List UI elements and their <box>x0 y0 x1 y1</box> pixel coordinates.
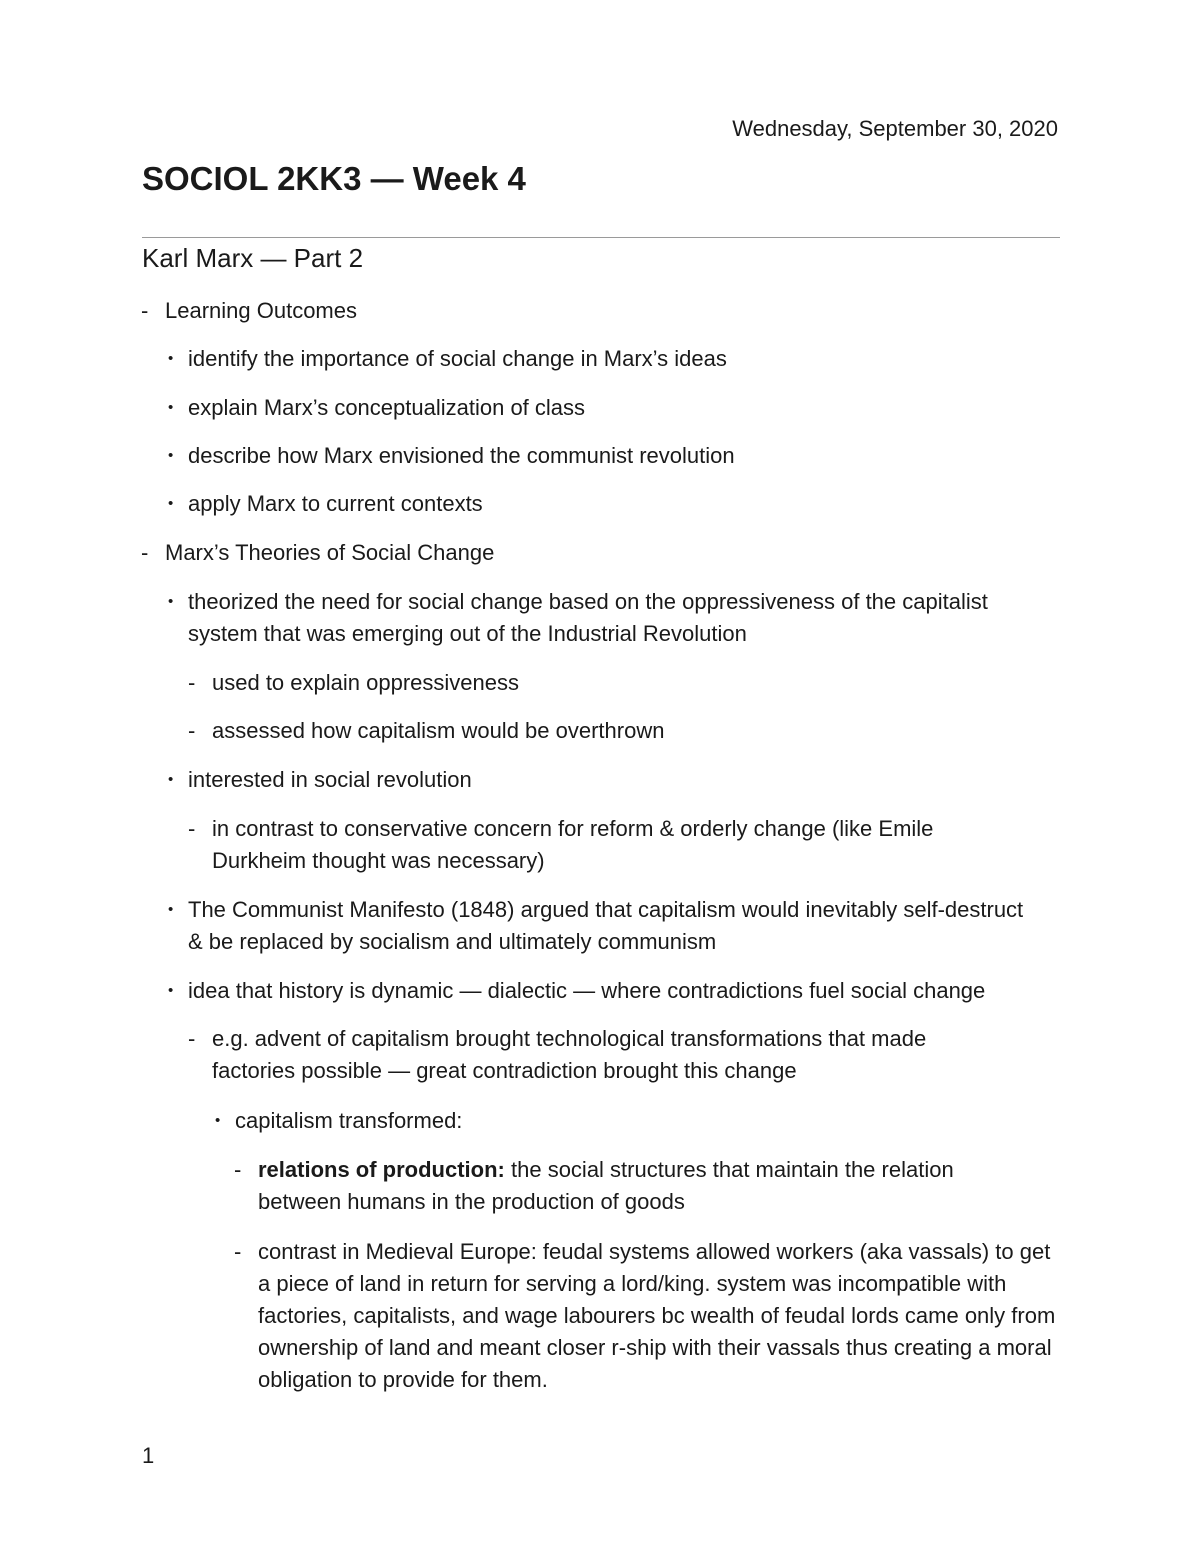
dot-bullet: • <box>168 495 174 512</box>
definition-text: the social structures that maintain the relation between humans in the production of goods <box>258 1157 954 1214</box>
list-item <box>188 715 1060 747</box>
list-item-text <box>258 1154 1028 1218</box>
dot-bullet: • <box>168 901 174 918</box>
dash-bullet: - <box>234 1157 242 1182</box>
outline-item-label: Learning Outcomes <box>165 298 357 323</box>
definition-term: relations of production: <box>258 1157 505 1182</box>
dash-bullet: - <box>234 1239 242 1264</box>
list-item <box>215 1105 1060 1137</box>
list-item <box>168 488 1060 520</box>
list-item-text: in contrast to conservative concern for reform & orderly change (like Emile Durkheim thought was necessary) <box>212 816 934 873</box>
list-item <box>234 1154 1028 1218</box>
dash-bullet: - <box>141 298 149 323</box>
document-title: SOCIOL 2KK3 — Week 4 <box>142 160 526 197</box>
list-item <box>188 813 1012 877</box>
outline-item-learning-outcomes <box>141 295 1060 327</box>
list-item-text: e.g. advent of capitalism brought technological transformations that made factories possible — great contradiction brought this change <box>212 1026 927 1083</box>
list-item-text: contrast in Medieval Europe: feudal systems allowed workers (aka vassals) to get a piece of land in return for serving a lord/king. system was incompatible with factories, capitalists, and wage labourers bc wealth of feudal lords came only from ownership of land and meant closer r-ship with their vassals thus creating a moral obligation to provide for them. <box>258 1239 1056 1392</box>
dot-bullet: • <box>168 447 174 464</box>
dot-bullet: • <box>168 982 174 999</box>
dot-bullet: • <box>168 399 174 416</box>
list-item-text: apply Marx to current contexts <box>188 491 483 516</box>
list-item <box>168 392 1060 424</box>
list-item-text: used to explain oppressiveness <box>212 670 519 695</box>
list-item-text: theorized the need for social change based on the oppressiveness of the capitalist system that was emerging out of the Industrial Revolution <box>188 589 988 646</box>
page-number: 1 <box>142 1443 155 1468</box>
outline-item-theories <box>141 537 1060 569</box>
list-item <box>168 894 1033 958</box>
list-item <box>168 343 1060 375</box>
date-label: Wednesday, September 30, 2020 <box>732 116 1058 141</box>
dot-bullet: • <box>215 1112 221 1129</box>
list-item-text: capitalism transformed: <box>235 1108 463 1133</box>
list-item-text: explain Marx’s conceptualization of class <box>188 395 586 420</box>
outline-item-label: Marx’s Theories of Social Change <box>165 540 495 565</box>
list-item-text: idea that history is dynamic — dialectic — where contradictions fuel social change <box>188 978 986 1003</box>
list-item-text: interested in social revolution <box>188 767 472 792</box>
dash-bullet: - <box>141 540 149 565</box>
section-heading: Karl Marx — Part 2 <box>142 243 364 273</box>
list-item-text: The Communist Manifesto (1848) argued that capitalism would inevitably self-destruct & be replaced by socialism and ultimately communism <box>188 897 1024 954</box>
list-item-text: identify the importance of social change in Marx’s ideas <box>188 346 727 371</box>
dash-bullet: - <box>188 816 196 841</box>
list-item-text: describe how Marx envisioned the communist revolution <box>188 443 735 468</box>
dash-bullet: - <box>188 670 196 695</box>
title-divider <box>142 237 1060 238</box>
dash-bullet: - <box>188 718 196 743</box>
dash-bullet: - <box>188 1026 196 1051</box>
list-item <box>168 440 1060 472</box>
list-item <box>188 1023 1012 1087</box>
dot-bullet: • <box>168 350 174 367</box>
list-item <box>168 764 1060 796</box>
dot-bullet: • <box>168 771 174 788</box>
list-item <box>168 586 1060 650</box>
list-item <box>188 667 1060 699</box>
list-item <box>168 975 1060 1007</box>
list-item <box>234 1236 1060 1396</box>
dot-bullet: • <box>168 593 174 610</box>
list-item-text: assessed how capitalism would be overthrown <box>212 718 665 743</box>
